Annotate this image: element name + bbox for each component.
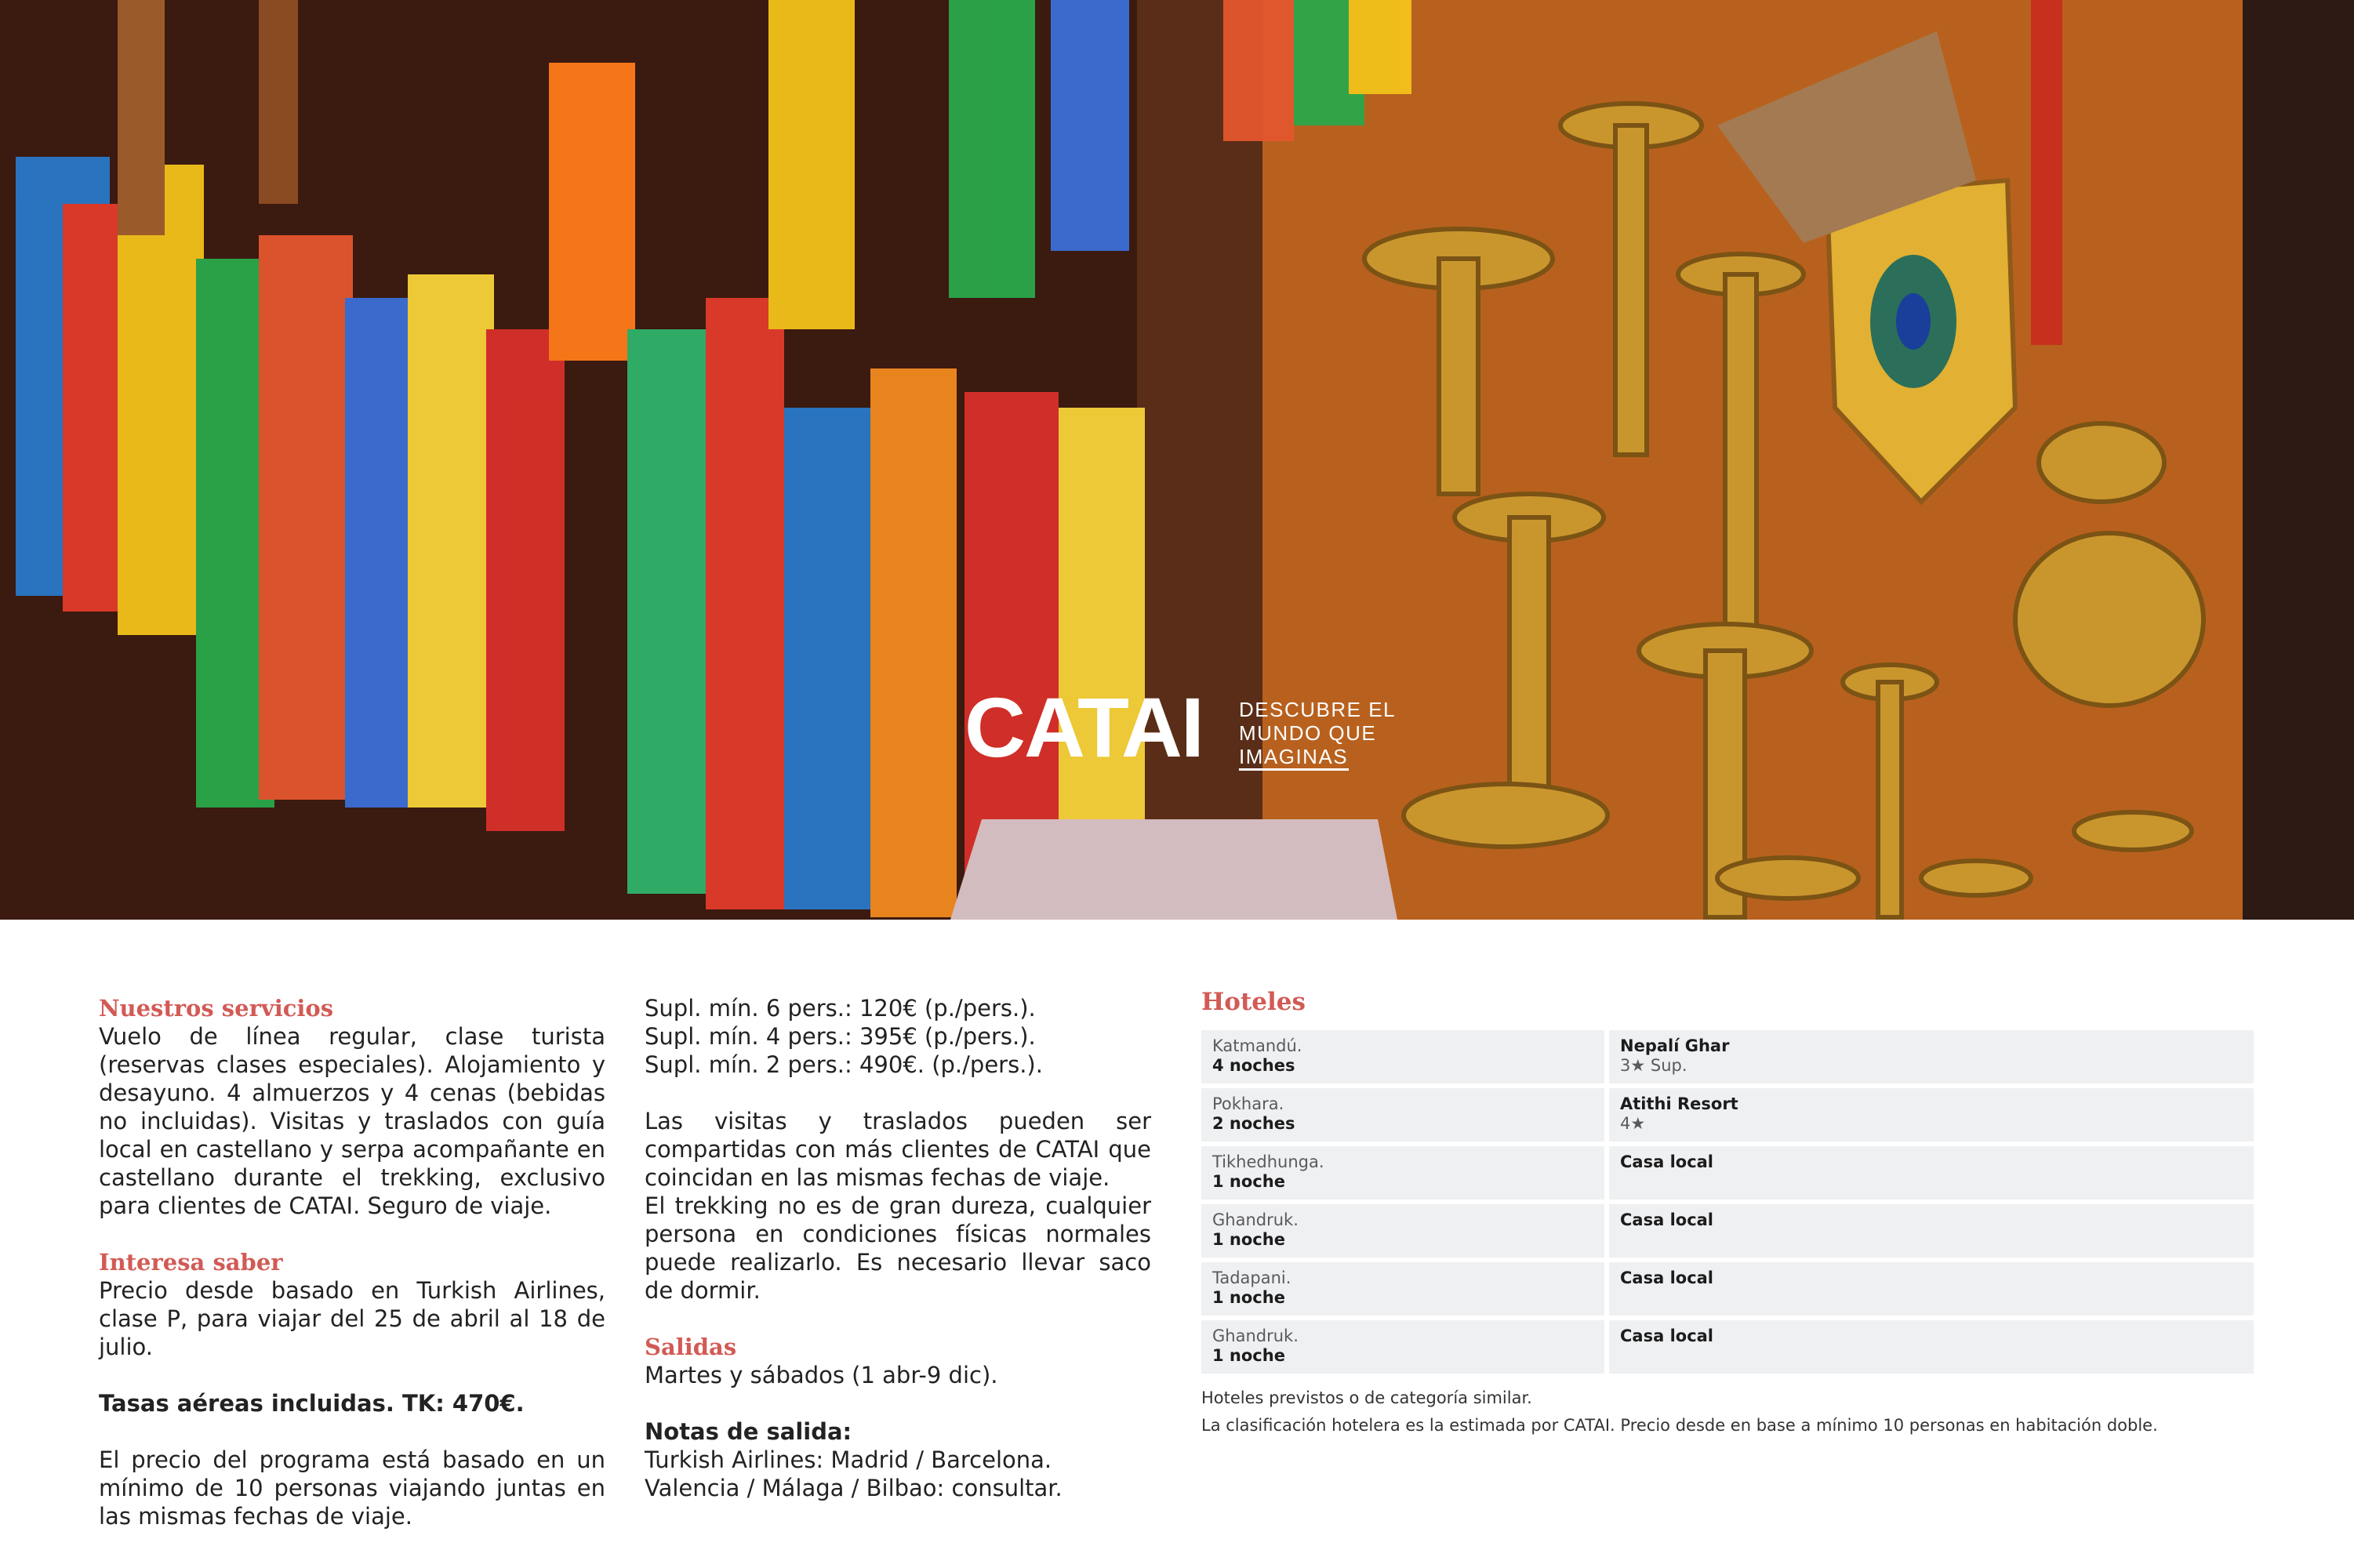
decorative-tab [950,819,1397,920]
nights-count: 1 noche [1212,1346,1285,1365]
hotels-note: Hoteles previstos o de categoría similar. [1201,1388,1532,1407]
tagline-line: MUNDO QUE [1239,721,1377,745]
hotels-notes [1201,1385,2254,1439]
visitas-text: Las visitas y traslados pueden ser compartidas con más clientes de CATAI que coincidan en las mismas fechas de viaje. [645,1108,1151,1191]
city-name: Katmandú. [1212,1036,1302,1055]
nights-count: 2 noches [1212,1114,1295,1133]
interesa-title: Interesa saber [99,1249,283,1276]
location-cell [1201,1030,1604,1083]
logo-tagline [1239,698,1404,768]
interesa-text: Precio desde basado en Turkish Airlines, clase P, para viajar del 25 de abril al 18 de julio. [99,1277,605,1360]
nights-count: 1 noche [1212,1288,1285,1307]
suplemento-line: Supl. mín. 4 pers.: 395€ (p./pers.). [645,1023,1036,1050]
location-cell [1201,1088,1604,1142]
hotel-category: 3★ Sup. [1620,1056,1687,1075]
hotel-cell [1609,1030,2254,1083]
nights-count: 1 noche [1212,1230,1285,1249]
logo-wordmark: CATAI [964,680,1203,775]
servicios-title: Nuestros servicios [99,995,334,1022]
hotels-note: La clasificación hotelera es la estimada por CATAI. Precio desde en base a mínimo 10 personas en habitación doble. [1201,1416,2158,1435]
city-name: Tikhedhunga. [1212,1152,1324,1171]
tasas-text: Tasas aéreas incluidas. TK: 470€. [99,1390,525,1417]
suplemento-line: Supl. mín. 6 pers.: 120€ (p./pers.). [645,995,1036,1022]
notas-line: Valencia / Málaga / Bilbao: consultar. [645,1475,1063,1501]
servicios-text: Vuelo de línea regular, clase turista (reservas clases especiales). Alojamiento y desayuno. 4 almuerzos y 4 cenas (bebidas no incluidas). Visitas y traslados con guía local en castellano y serpa acompañante en castellano durante el trekking, exclusivo para clientes de CATAI. Seguro de viaje. [99,1023,605,1219]
minimo-text: El precio del programa está basado en un mínimo de 10 personas viajando juntas en las mismas fechas de viaje. [99,1446,605,1530]
hotel-cell [1609,1088,2254,1142]
table-row [1201,1146,2254,1200]
table-row [1201,1030,2254,1083]
table-row [1201,1204,2254,1258]
suplemento-line: Supl. mín. 2 pers.: 490€. (p./pers.). [645,1051,1043,1078]
column-left [99,994,605,1530]
hotel-name: Casa local [1620,1269,1714,1287]
hotel-category: 4★ [1620,1114,1646,1133]
table-row [1201,1088,2254,1142]
city-name: Ghandruk. [1212,1210,1299,1229]
city-name: Ghandruk. [1212,1327,1299,1345]
notas-title: Notas de salida: [645,1418,852,1445]
table-row [1201,1262,2254,1316]
location-cell [1201,1320,1604,1374]
hotel-name: Atithi Resort [1620,1094,1738,1113]
hotel-cell [1609,1320,2254,1374]
city-name: Tadapani. [1212,1269,1291,1287]
trekking-text: El trekking no es de gran dureza, cualquier persona en condiciones físicas normales puede realizarlo. Es necesario llevar saco de dormir. [645,1192,1151,1304]
catai-logo [964,680,1404,776]
table-row [1201,1320,2254,1374]
salidas-text: Martes y sábados (1 abr-9 dic). [645,1362,998,1388]
salidas-title: Salidas [645,1334,737,1360]
hotels-title: Hoteles [1201,988,1306,1016]
column-middle [645,994,1151,1502]
location-cell [1201,1204,1604,1258]
hotel-cell [1609,1262,2254,1316]
hotel-name: Casa local [1620,1210,1714,1229]
hotels-section [1201,986,2254,1439]
city-name: Pokhara. [1212,1094,1284,1113]
nights-count: 4 noches [1212,1056,1295,1075]
logo-underline [1239,768,1349,771]
tagline-line: IMAGINAS [1239,745,1349,768]
notas-line: Turkish Airlines: Madrid / Barcelona. [645,1446,1052,1473]
location-cell [1201,1146,1604,1200]
nights-count: 1 noche [1212,1172,1285,1191]
tagline-line: DESCUBRE EL [1239,698,1396,721]
location-cell [1201,1262,1604,1316]
hotel-cell [1609,1204,2254,1258]
hotel-name: Casa local [1620,1152,1714,1171]
hotel-cell [1609,1146,2254,1200]
hotel-name: Nepalí Ghar [1620,1036,1730,1055]
hotel-name: Casa local [1620,1327,1714,1345]
